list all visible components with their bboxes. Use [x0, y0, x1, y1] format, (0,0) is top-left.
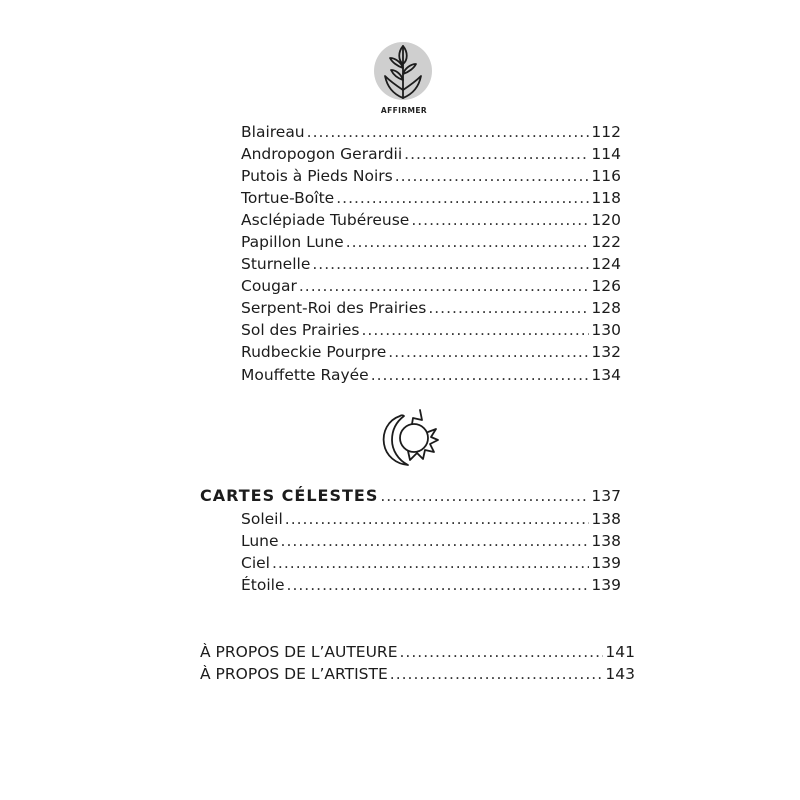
entry-title: Ciel: [241, 554, 270, 572]
entry-title: Andropogon Gerardii: [241, 145, 403, 163]
dot-leader: [346, 230, 590, 254]
entry-title: À PROPOS DE L’AUTEURE: [200, 643, 398, 661]
entry-title: Soleil: [241, 510, 283, 528]
entry-title: Étoile: [241, 576, 285, 594]
dot-leader: [404, 142, 589, 166]
entry-page: 130: [591, 321, 621, 339]
entry-page: 118: [591, 189, 621, 207]
entry-page: 138: [591, 510, 621, 528]
dot-leader: [312, 252, 589, 276]
dot-leader: [307, 120, 590, 144]
toc-entry[interactable]: [241, 208, 621, 232]
entry-title: Sol des Prairies: [241, 321, 360, 339]
toc-entry[interactable]: [241, 296, 621, 320]
entry-title: À PROPOS DE L’ARTISTE: [200, 665, 388, 683]
entry-title: Papillon Lune: [241, 233, 344, 251]
entry-page: 114: [591, 145, 621, 163]
entry-title: Sturnelle: [241, 255, 311, 273]
dot-leader: [428, 296, 589, 320]
dot-leader: [272, 551, 589, 575]
toc-entry[interactable]: [241, 363, 621, 387]
entry-page: 139: [591, 554, 621, 572]
entry-title: Mouffette Rayée: [241, 366, 369, 384]
entry-page: 141: [605, 643, 635, 661]
entry-page: 134: [591, 366, 621, 384]
entry-page: 128: [591, 299, 621, 317]
sun-moon-icon: [376, 402, 440, 472]
dot-leader: [287, 573, 590, 597]
entry-page: 120: [591, 211, 621, 229]
dot-leader: [411, 208, 589, 232]
entry-title: Serpent-Roi des Prairies: [241, 299, 427, 317]
entry-page: 139: [591, 576, 621, 594]
entry-title: Rudbeckie Pourpre: [241, 343, 387, 361]
dot-leader: [400, 640, 604, 664]
entry-title: Asclépiade Tubéreuse: [241, 211, 410, 229]
toc-entry[interactable]: [241, 230, 621, 254]
entry-title: Tortue-Boîte: [241, 189, 335, 207]
entry-page: 132: [591, 343, 621, 361]
entry-page: 126: [591, 277, 621, 295]
toc-entry-about-artist[interactable]: [200, 662, 635, 686]
entry-title: Putois à Pieds Noirs: [241, 167, 393, 185]
toc-entry[interactable]: [241, 551, 621, 575]
entry-page: 143: [605, 665, 635, 683]
dot-leader: [390, 662, 604, 686]
toc-section-heading[interactable]: [200, 484, 621, 508]
toc-entry[interactable]: [241, 318, 621, 342]
affirmer-emblem: [373, 36, 435, 120]
emblem-label: AFFIRMER: [380, 106, 428, 115]
toc-entry[interactable]: [241, 507, 621, 531]
toc-entry[interactable]: [241, 529, 621, 553]
dot-leader: [388, 340, 589, 364]
dot-leader: [380, 484, 589, 508]
section-heading-title: CARTES CÉLESTES: [200, 486, 379, 505]
toc-entry[interactable]: [241, 340, 621, 364]
dot-leader: [361, 318, 589, 342]
toc-entry[interactable]: [241, 573, 621, 597]
dot-leader: [371, 363, 590, 387]
entry-page: 138: [591, 532, 621, 550]
toc-entry[interactable]: [241, 274, 621, 298]
dot-leader: [336, 186, 589, 210]
dot-leader: [285, 507, 590, 531]
entry-title: Lune: [241, 532, 279, 550]
dot-leader: [395, 164, 590, 188]
toc-entry[interactable]: [241, 142, 621, 166]
toc-entry[interactable]: [241, 186, 621, 210]
plant-sprout-icon: [381, 38, 425, 100]
entry-title: Blaireau: [241, 123, 305, 141]
dot-leader: [299, 274, 590, 298]
entry-page: 112: [591, 123, 621, 141]
entry-title: Cougar: [241, 277, 297, 295]
entry-page: 116: [591, 167, 621, 185]
toc-entry-about-author[interactable]: [200, 640, 635, 664]
toc-entry[interactable]: [241, 120, 621, 144]
section-heading-page: 137: [591, 487, 621, 505]
toc-entry[interactable]: [241, 164, 621, 188]
entry-page: 124: [591, 255, 621, 273]
toc-entry[interactable]: [241, 252, 621, 276]
entry-page: 122: [591, 233, 621, 251]
dot-leader: [281, 529, 590, 553]
